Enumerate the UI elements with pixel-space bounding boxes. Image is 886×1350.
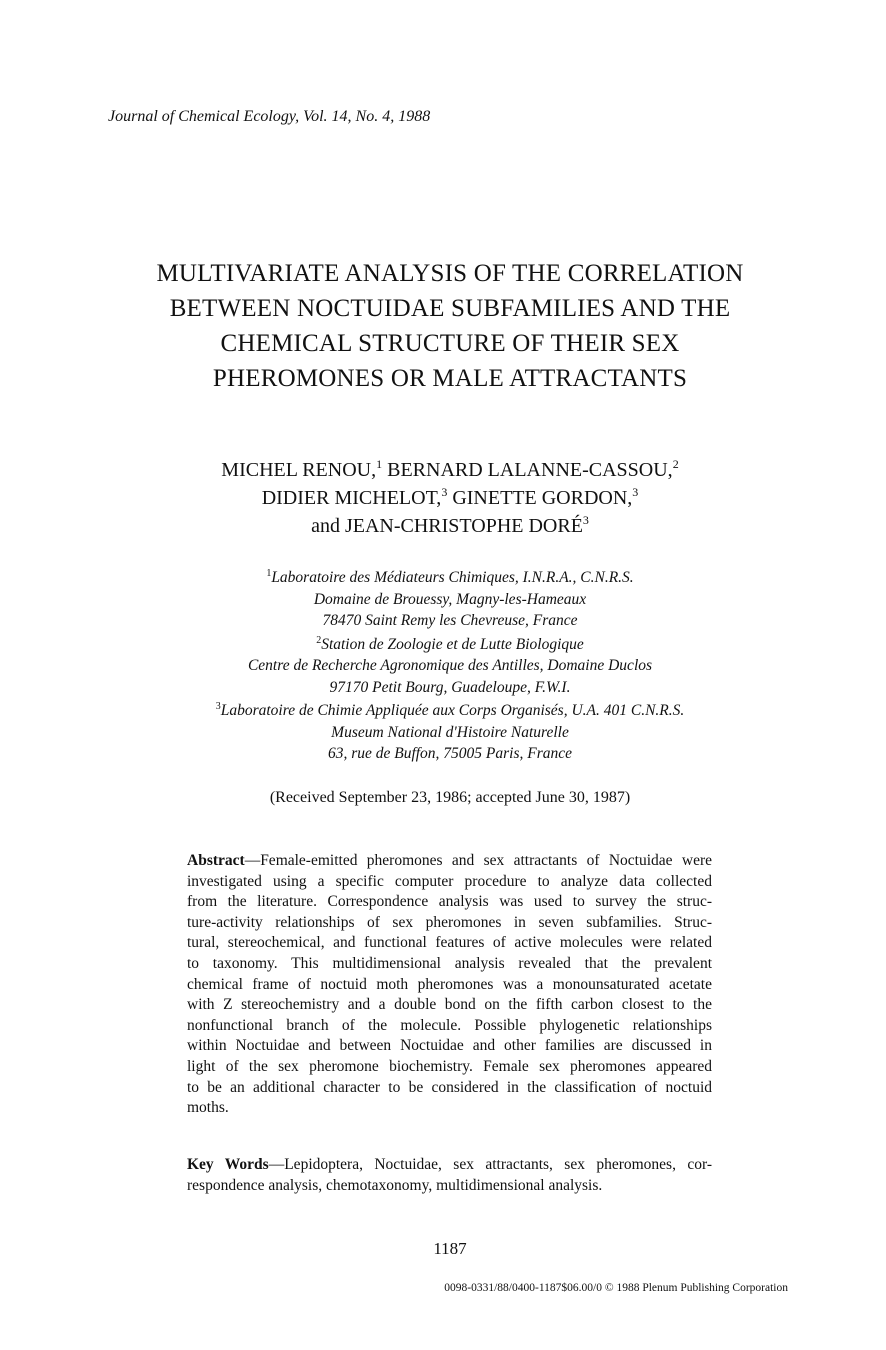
copyright-line: 0098-0331/88/0400-1187$06.00/0 © 1988 Plenum Publishing Corporation: [444, 1282, 788, 1294]
abstract-line: with Z stereochemistry and a double bond on the fifth carbon closest to the: [187, 996, 712, 1014]
author-line: [100, 484, 800, 512]
abstract-line: from the literature. Correspondence analysis was used to survey the struc-: [187, 893, 712, 911]
author-line: [100, 512, 800, 540]
affiliation-block: [100, 700, 800, 765]
affiliation-mark: 3: [215, 701, 221, 712]
author-affil-mark: 2: [672, 457, 679, 471]
abstract-line: nonfunctional branch of the molecule. Possible phylogenetic relationships: [187, 1016, 712, 1034]
affiliation-line: Museum National d'Histoire Naturelle: [331, 723, 569, 741]
keywords-text: —Lepidoptera, Noctuidae, sex attractants, sex pheromones, cor-: [268, 1156, 712, 1173]
affiliation-line: 63, rue de Buffon, 75005 Paris, France: [327, 745, 573, 762]
title-line: PHEROMONES OR MALE ATTRACTANTS: [212, 365, 688, 392]
author-list: [100, 456, 800, 540]
abstract-label: Abstract: [187, 852, 245, 869]
article-title: [100, 256, 800, 396]
abstract-line: moths.: [187, 1099, 229, 1117]
affiliation-text: Station de Zoologie et de Lutte Biologique: [321, 635, 584, 653]
affiliation-line: Centre de Recherche Agronomique des Antilles, Domaine Duclos: [247, 657, 653, 674]
received-dates: (Received September 23, 1986; accepted June 30, 1987): [269, 789, 631, 806]
abstract-line: [187, 851, 712, 872]
journal-header: Journal of Chemical Ecology, Vol. 14, No. 4, 1988: [108, 108, 431, 125]
affiliation-block: [100, 634, 800, 699]
affiliation-mark: 2: [316, 634, 322, 646]
keywords-line: respondence analysis, chemotaxonomy, multidimensional analysis.: [187, 1176, 603, 1194]
keywords-line: [187, 1155, 712, 1176]
affiliations: [100, 567, 800, 767]
keywords-label: Key Words: [187, 1156, 269, 1173]
abstract-line: to taxonomy. This multidimensional analysis revealed that the prevalent: [187, 954, 712, 972]
author-affil-mark: 3: [582, 513, 589, 527]
author-name: MICHEL RENOU,: [221, 459, 377, 481]
abstract-line: within Noctuidae and between Noctuidae and other families are discussed in: [187, 1037, 712, 1055]
author-name: BERNARD LALANNE-CASSOU,: [387, 459, 673, 481]
affiliation-line: Domaine de Brouessy, Magny-les-Hameaux: [313, 590, 587, 608]
abstract-text: —Female-emitted pheromones and sex attractants of Noctuidae were: [244, 852, 712, 869]
affiliation-mark: 1: [266, 568, 272, 579]
affiliation-text: Laboratoire des Médiateurs Chimiques, I.N.R.A., C.N.R.S.: [271, 569, 634, 586]
author-name: and JEAN-CHRISTOPHE DORÉ: [311, 515, 583, 537]
affiliation-line: [100, 700, 800, 722]
affiliation-block: [100, 567, 800, 632]
abstract: [187, 851, 712, 1119]
author-affil-mark: 1: [376, 457, 383, 471]
abstract-line: tural, stereochemical, and functional features of active molecules were related: [187, 934, 712, 952]
title-line: BETWEEN NOCTUIDAE SUBFAMILIES AND THE: [169, 295, 731, 322]
abstract-line: light of the sex pheromone biochemistry. Female sex pheromones appeared: [187, 1057, 712, 1075]
keywords: [187, 1155, 712, 1196]
abstract-line: to be an additional character to be considered in the classification of noctuid: [187, 1078, 712, 1096]
title-line: MULTIVARIATE ANALYSIS OF THE CORRELATION: [156, 260, 744, 287]
author-affil-mark: 3: [632, 485, 639, 499]
author-line: [100, 456, 800, 484]
affiliation-line: [100, 634, 800, 656]
affiliation-line: 78470 Saint Remy les Chevreuse, France: [322, 612, 578, 629]
affiliation-line: 97170 Petit Bourg, Guadeloupe, F.W.I.: [329, 678, 571, 696]
title-line: CHEMICAL STRUCTURE OF THEIR SEX: [220, 330, 680, 357]
affiliation-line: [100, 567, 800, 589]
affiliation-text: Laboratoire de Chimie Appliquée aux Corps Organisés, U.A. 401 C.N.R.S.: [220, 702, 685, 719]
page-number: 1187: [433, 1239, 467, 1258]
abstract-line: ture-activity relationships of sex pheromones in seven subfamilies. Struc-: [187, 913, 712, 931]
abstract-line: chemical frame of noctuid moth pheromones was a monounsaturated acetate: [187, 975, 712, 993]
author-name: DIDIER MICHELOT,: [261, 487, 442, 509]
author-affil-mark: 3: [441, 485, 448, 499]
author-name: GINETTE GORDON,: [452, 487, 633, 509]
abstract-line: investigated using a specific computer procedure to analyze data collected: [187, 872, 712, 890]
